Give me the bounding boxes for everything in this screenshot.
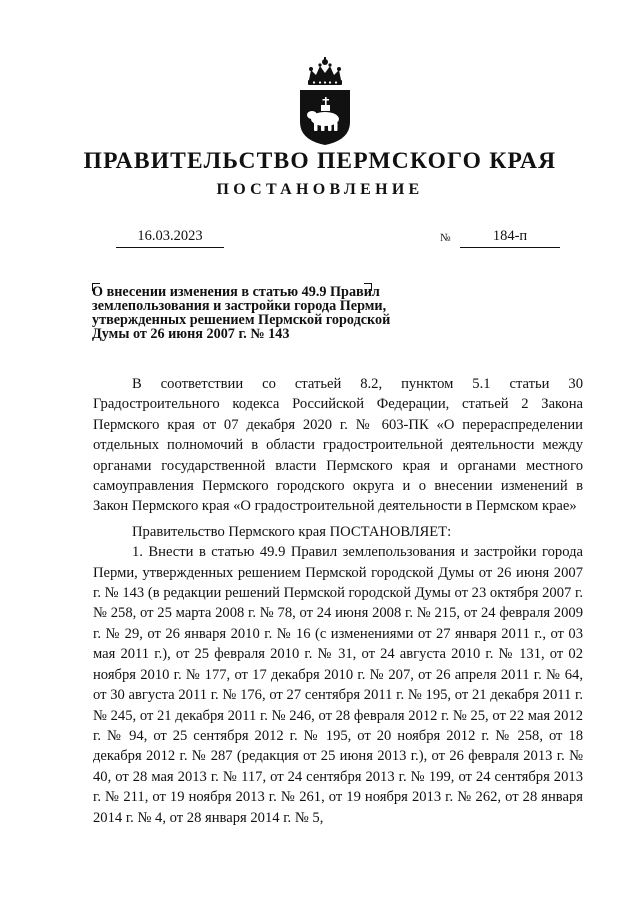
number-sign: № [440,232,451,244]
document-number: 184-п [460,226,560,248]
document-subject [92,285,442,341]
clause-paragraph: 1. Внести в статью 49.9 Правил землепользования и застройки города Перми, утвержденных решением Пермской городской Думы от 26 июня 2007 г. № 143 (в редакции решений Пермской городской Думы от 23 октября 2007 г. № 258, от 25 марта 2008 г. № 78, от 24 июня 2008 г. № 215, от 24 февраля 2009 г. № 29, от 26 января 2010 г. № 16 (с изменениями от 27 января 2011 г., от 03 мая 2011 г.), от 25 февраля 2010 г. № 31, от 24 августа 2010 г. № 131, от 02 ноября 2010 г. № 177, от 17 декабря 2010 г. № 207, от 26 апреля 2011 г. № 64, от 30 августа 2011 г. № 176, от 27 сентября 2011 г. № 195, от 21 декабря 2011 г. № 245, от 21 декабря 2011 г. № 246, от 28 февраля 2012 г. № 25, от 22 мая 2012 г. № 94, от 25 сентября 2012 г. № 195, от 20 ноября 2012 г. № 258, от 18 декабря 2012 г. № 287 (редакция от 25 июня 2013 г.), от 26 февраля 2013 г. № 40, от 28 мая 2013 г. № 117, от 24 сентября 2013 г. № 199, от 24 сентября 2013 г. № 211, от 19 ноября 2013 г. № 261, от 19 ноября 2013 г. № 262, от 28 января 2014 г. № 4, от 28 января 2014 г. № 5, [93,544,583,826]
preamble-paragraph: В соответствии со статьей 8.2, пунктом 5.1 статьи 30 Градостроительного кодекса Российской Федерации, статьей 2 Закона Пермского края от 07 декабря 2020 г. № 603-ПК «О перераспределении отдельных полномочий в области градостроительной деятельности между органами государственной власти Пермского края и органами местного самоуправления Пермского городского округа и о внесении изменений в Закон Пермского края «О градостроительной деятельности в Пермском крае» [93,376,583,515]
subject-line: Думы от 26 июня 2007 г. № 143 [92,326,290,342]
resolution-paragraph: Правительство Пермского края ПОСТАНОВЛЯЕТ: [132,523,452,540]
coat-of-arms-icon [296,56,354,146]
subject-line: землепользования и застройки города Перми, [92,298,387,314]
document-date: 16.03.2023 [116,226,224,248]
government-title: ПРАВИТЕЛЬСТВО ПЕРМСКОГО КРАЯ [83,148,557,174]
document-body [93,374,583,828]
document-type: ПОСТАНОВЛЕНИЕ [216,181,424,198]
subject-line: утвержденных решением Пермской городской [92,312,391,328]
subject-line: О внесении изменения в статью 49.9 Правил [92,284,380,300]
